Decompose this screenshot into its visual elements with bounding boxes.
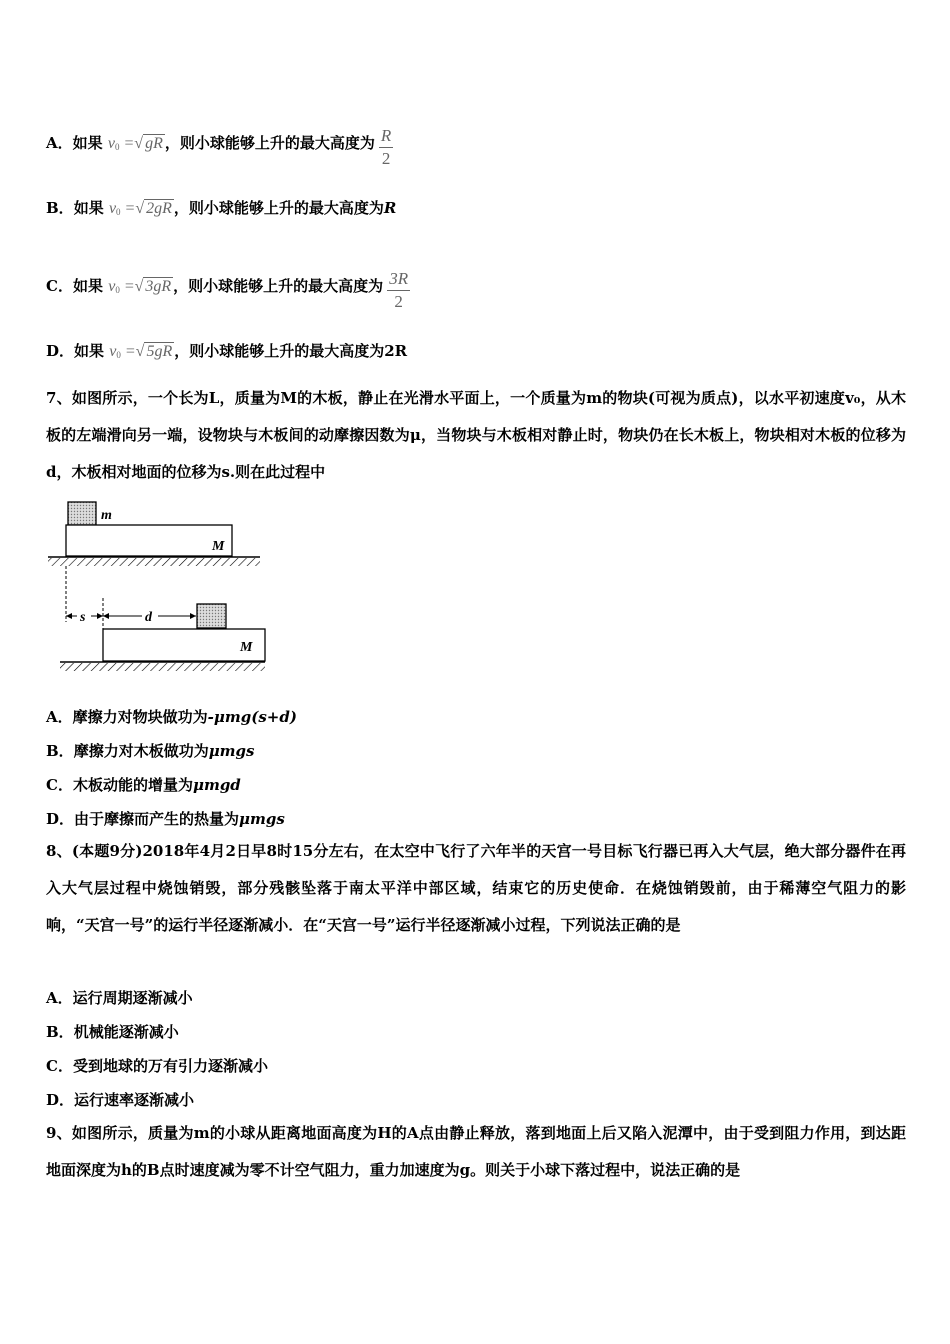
option-text: ，则小球能够上升的最大高度为	[174, 342, 385, 360]
q8-option-d[interactable]	[46, 1089, 194, 1110]
option-expr: μmgd	[192, 776, 241, 794]
option-text: 摩擦力对物块做功为	[72, 708, 208, 726]
formula: $v_0$ =√ gR	[107, 135, 163, 152]
label-s: s	[80, 610, 86, 625]
formula: $v_0$ =√ 3gR	[108, 278, 172, 295]
option-letter: B．	[46, 199, 74, 217]
option-letter: A．	[46, 134, 73, 152]
option-letter: B．	[46, 742, 74, 760]
ground-bottom-hatch	[60, 663, 265, 671]
option-letter: C．	[46, 277, 73, 295]
option-prefix: 如果	[72, 134, 103, 152]
option-text: 运行周期逐渐减小	[72, 989, 193, 1007]
option-letter: C．	[46, 1057, 73, 1075]
option-text: ，则小球能够上升的最大高度为	[173, 277, 384, 295]
option-letter: D．	[46, 810, 75, 828]
option-expr: -μmg(s+d)	[207, 708, 297, 726]
option-letter: A．	[46, 989, 73, 1007]
option-text: 木板动能的增量为	[72, 776, 193, 794]
fraction: $\frac{3R}{2}$	[389, 269, 409, 311]
q6-option-c[interactable]	[46, 268, 410, 313]
block-m-bottom	[197, 604, 226, 628]
q8-option-b[interactable]	[46, 1021, 179, 1042]
option-letter: D．	[46, 342, 75, 360]
option-expr: μmgs	[208, 742, 255, 760]
q6-option-a[interactable]	[46, 125, 393, 170]
q8-stem: 8、(本题9分)2018年4月2日早8时15分左右，在太空中飞行了六年半的天宫一号目标飞行器已再入大气层，绝大部分器件在再入大气层过程中烧蚀销毁，部分残骸坠落于南太平洋中部区域，结束它的历史使命．在烧蚀销毁前，由于稀薄空气阻力的影响，“天宫一号”的运行半径逐渐减小．在“天宫一号”运行半径逐渐减小过程，下列说法正确的是	[46, 842, 906, 934]
option-text: 摩擦力对木板做功为	[73, 742, 209, 760]
label-M-top: M	[212, 539, 225, 554]
option-letter: A．	[46, 708, 73, 726]
option-text: 受到地球的万有引力逐渐减小	[72, 1057, 268, 1075]
q6-option-b[interactable]	[46, 197, 396, 218]
q9-stem: 9、如图所示，质量为m的小球从距离地面高度为H的A点由静止释放，落到地面上后又陷入泥潭中，由于受到阻力作用，到达距地面深度为h的B点时速度减为零不计空气阻力，重力加速度为g。则关于小球下落过程中，说法正确的是	[46, 1124, 906, 1179]
ground-top-hatch	[48, 558, 260, 566]
answer: R	[383, 199, 397, 217]
option-letter: B．	[46, 1023, 74, 1041]
option-text: 机械能逐渐减小	[73, 1023, 179, 1041]
board-M-top	[66, 525, 232, 556]
q6-option-d[interactable]	[46, 340, 407, 361]
option-prefix: 如果	[72, 277, 103, 295]
q7-option-c[interactable]	[46, 774, 241, 795]
q7-option-b[interactable]	[46, 740, 255, 761]
q8-option-c[interactable]	[46, 1055, 268, 1076]
option-letter: C．	[46, 776, 73, 794]
q7-figure	[46, 495, 266, 680]
fraction: $\frac{R}{2}$	[380, 126, 392, 168]
option-prefix: 如果	[74, 342, 105, 360]
option-text: ，则小球能够上升的最大高度为	[173, 199, 384, 217]
option-expr: μmgs	[239, 810, 285, 828]
option-text: 由于摩擦而产生的热量为	[74, 810, 240, 828]
block-m-top	[68, 502, 96, 525]
formula: $v_0$ =√ 2gR	[108, 200, 172, 217]
label-M-bottom: M	[240, 640, 253, 655]
option-text: ，则小球能够上升的最大高度为	[164, 134, 375, 152]
option-prefix: 如果	[73, 199, 104, 217]
option-letter: D．	[46, 1091, 75, 1109]
label-d: d	[145, 610, 152, 625]
q7-option-a[interactable]	[46, 706, 297, 727]
option-text: 运行速率逐渐减小	[74, 1091, 195, 1109]
q7-option-d[interactable]	[46, 808, 285, 829]
q8-option-a[interactable]	[46, 987, 193, 1008]
answer: 2R	[384, 342, 408, 360]
q7-stem: 7、如图所示，一个长为L，质量为M的木板，静止在光滑水平面上，一个质量为m的物块(可视为质点)，以水平初速度v₀，从木板的左端滑向另一端，设物块与木板间的动摩擦因数为μ，当物块与木板相对静止时，物块仍在长木板上，物块相对木板的位移为d，木板相对地面的位移为s.则在此过程中	[46, 389, 906, 481]
formula: $v_0$ =√ 5gR	[109, 343, 173, 360]
label-m: m	[101, 508, 112, 523]
